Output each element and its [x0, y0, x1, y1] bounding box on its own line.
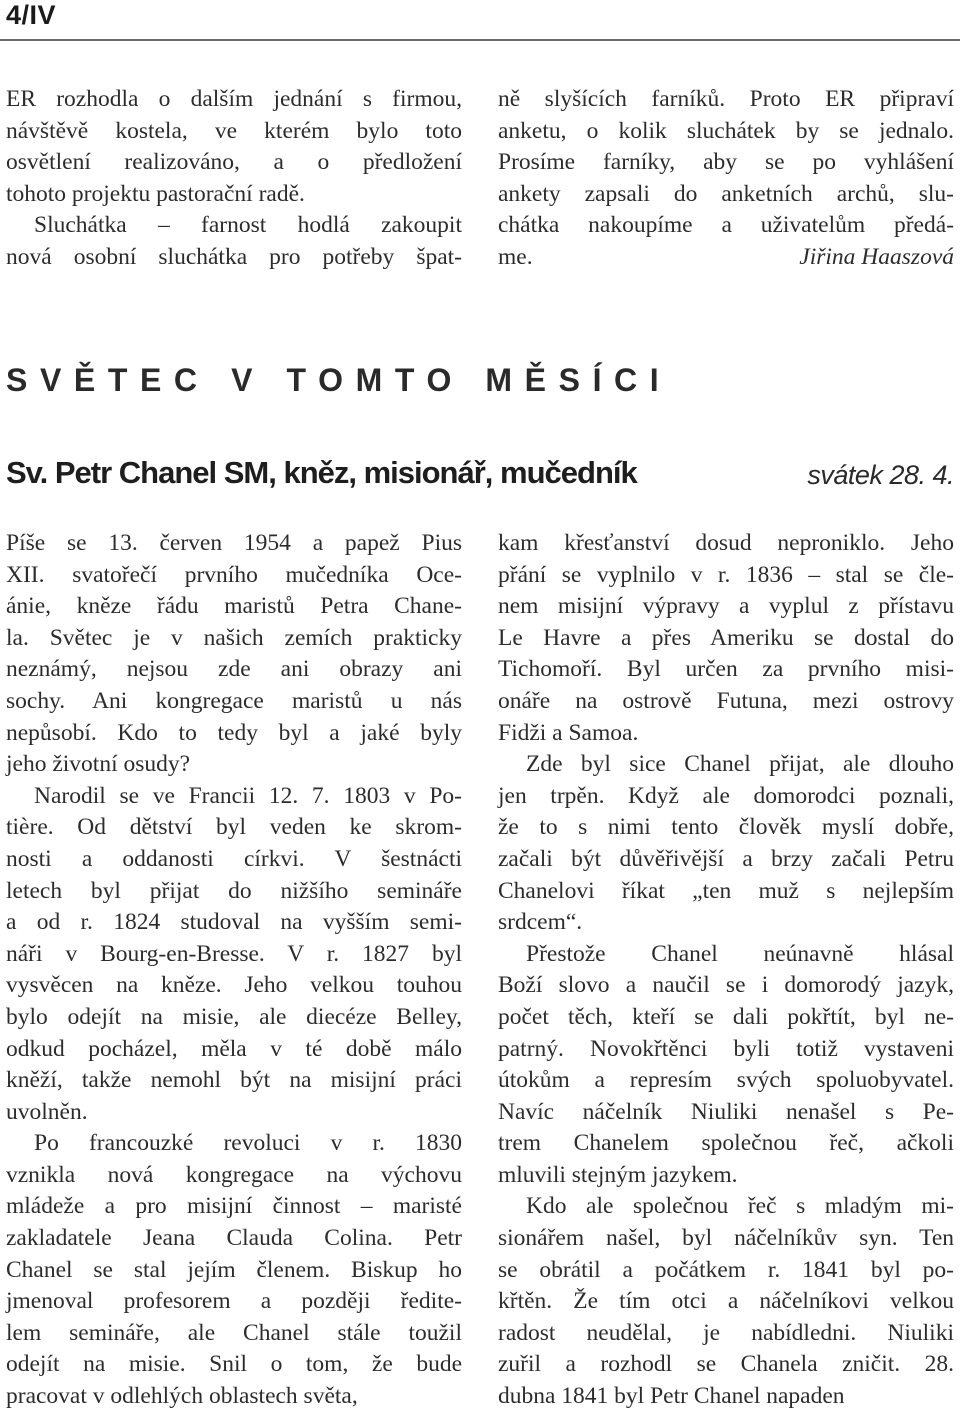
text-line: neznámý, nejsou zde ani obrazy ani — [6, 656, 462, 683]
article-left-column — [6, 528, 462, 1413]
text-line: Tichomoří. Byl určen za prvního misi- — [498, 656, 954, 683]
author-signature: Jiřina Haaszová — [799, 243, 954, 270]
text-line: Píše se 13. červen 1954 a papež Pius — [6, 530, 462, 556]
page-number: 4/IV — [6, 0, 57, 30]
text-line: zakladatele Jeana Clauda Colina. Petr — [6, 1225, 462, 1252]
feast-date: svátek 28. 4. — [807, 460, 954, 490]
section-title: SVĚTEC V TOMTO MĚSÍCI — [6, 362, 672, 398]
text-line: ánie, kněze řádu maristů Petra Chane- — [6, 593, 462, 620]
text-line: počet těch, kteří se dali pokřtít, byl ne- — [498, 1003, 954, 1030]
text-line: Chanelovi říkat „ten muž s nejlepším — [498, 877, 954, 904]
text-line: dubna 1841 byl Petr Chanel napaden — [498, 1383, 845, 1410]
text-line: Po francouzké revoluci v r. 1830 — [34, 1130, 462, 1157]
text-line: trem Chanelem společnou řeč, ačkoli — [498, 1130, 954, 1157]
text-line: že to s nimi tento člověk myslí dobře, — [498, 814, 954, 841]
text-line: Sluchátka – farnost hodlá zakoupit — [34, 212, 462, 239]
text-line: chátka nakoupíme a uživatelům předá- — [498, 212, 954, 239]
text-line: nosti a oddanosti církvi. V šestnácti — [6, 845, 462, 872]
text-line: kněží, takže nemohl být na misijní práci — [6, 1067, 462, 1094]
text-line: XII. svatořečí prvního mučedníka Oce- — [6, 561, 462, 588]
text-line: jen trpěn. Když ale domorodci poznali, — [498, 782, 954, 809]
intro-left-column — [6, 84, 462, 274]
text-line: nepůsobí. Kdo to tedy byl a jaké byly — [6, 719, 462, 746]
text-line: lem semináře, ale Chanel stále toužil — [6, 1319, 462, 1346]
article-heading: Sv. Petr Chanel SM, kněz, misionář, mučedník — [6, 455, 637, 490]
text-line: pracovat v odlehlých oblastech světa, — [6, 1383, 358, 1410]
text-line: ankety zapsali do anketních archů, slu- — [498, 180, 954, 207]
text-line: anketu, o kolik sluchátek by se jednalo. — [498, 117, 954, 144]
text-line: návštěvě kostela, ve kterém bylo toto — [6, 117, 462, 144]
text-line: jmenoval profesorem a později ředite- — [6, 1288, 462, 1315]
text-line: Chanel se stal jejím členem. Biskup ho — [6, 1256, 462, 1283]
text-line: ER rozhodla o dalším jednání s firmou, — [6, 86, 462, 112]
text-line: Kdo ale společnou řeč s mladým mi- — [526, 1193, 954, 1220]
text-line: radost neudělal, je nabídledni. Niuliki — [498, 1319, 954, 1346]
text-line: Boží slovo a naučil se i domorodý jazyk, — [498, 972, 954, 999]
article-right-column — [498, 528, 954, 1413]
text-line: nová osobní sluchátka pro potřeby špat- — [6, 243, 462, 270]
text-line: zuřil a rozhodl se Chanela zničit. 28. — [498, 1351, 954, 1378]
text-line: náři v Bourg-en-Bresse. V r. 1827 byl — [6, 940, 462, 967]
text-line: srdcem“. — [498, 909, 583, 936]
text-line: odkud pocházel, měla v té době málo — [6, 1035, 462, 1062]
text-line: onáře na ostrově Futuna, mezi ostrovy — [498, 687, 954, 714]
text-line: ně slyšících farníků. Proto ER připraví — [498, 86, 954, 112]
text-line: odejít na misie. Snil o tom, že bude — [6, 1351, 462, 1378]
text-line: sionářem našel, byl náčelníkův syn. Ten — [498, 1225, 954, 1252]
text-line: letech byl přijat do nižšího semináře — [6, 877, 462, 904]
text-line: Narodil se ve Francii 12. 7. 1803 v Po- — [34, 782, 462, 809]
text-line: mluvili stejným jazykem. — [498, 1161, 738, 1188]
text-line: me. Jiřina Haaszová — [498, 242, 954, 274]
text-line: bylo odejít na misie, ale diecéze Belley, — [6, 1003, 462, 1030]
text-line: útokům a represím svých spoluobyvatel. — [498, 1067, 954, 1094]
text-line: přání se vyplnilo v r. 1836 – stal se čle- — [498, 561, 954, 588]
text-line: nem misijní výpravy a vyplul z přístavu — [498, 593, 954, 620]
text-line: kam křesťanství dosud neproniklo. Jeho — [498, 530, 954, 556]
text-line: Přestože Chanel neúnavně hlásal — [526, 940, 954, 967]
text-line: jeho životní osudy? — [6, 751, 191, 778]
text-line: tière. Od dětství byl veden ke skrom- — [6, 814, 462, 841]
text-line: křtěn. Že tím otci a náčelníkovi velkou — [498, 1288, 954, 1315]
text-line: vysvěcen na kněze. Jeho velkou touhou — [6, 972, 462, 999]
text-line: mládeže a pro misijní činnost – maristé — [6, 1193, 462, 1220]
intro-right-column — [498, 84, 954, 274]
text-line: sochy. Ani kongregace maristů u nás — [6, 687, 462, 714]
text-line: vznikla nová kongregace na výchovu — [6, 1161, 462, 1188]
text-line: se obrátil a počátkem r. 1841 byl po- — [498, 1256, 954, 1283]
text-line: Fidži a Samoa. — [498, 719, 639, 746]
text-line: Le Havre a přes Ameriku se dostal do — [498, 624, 954, 651]
text-line: a od r. 1824 studoval na vyšším semi- — [6, 909, 462, 936]
text-line: uvolněn. — [6, 1098, 88, 1125]
header-rule — [0, 39, 960, 41]
text-line: la. Světec je v našich zemích prakticky — [6, 624, 462, 651]
text-line: začali být důvěřivější a brzy začali Petru — [498, 845, 954, 872]
text-line: patrný. Novokřtěnci byli totiž vystaveni — [498, 1035, 954, 1062]
text-line: tohoto projektu pastorační radě. — [6, 180, 305, 207]
text-line: osvětlení realizováno, a o předložení — [6, 149, 462, 176]
text-line: Zde byl sice Chanel přijat, ale dlouho — [526, 751, 954, 778]
text-line: Prosíme farníky, aby se po vyhlášení — [498, 149, 954, 176]
text-line: Navíc náčelník Niuliki nenašel s Pe- — [498, 1098, 954, 1125]
